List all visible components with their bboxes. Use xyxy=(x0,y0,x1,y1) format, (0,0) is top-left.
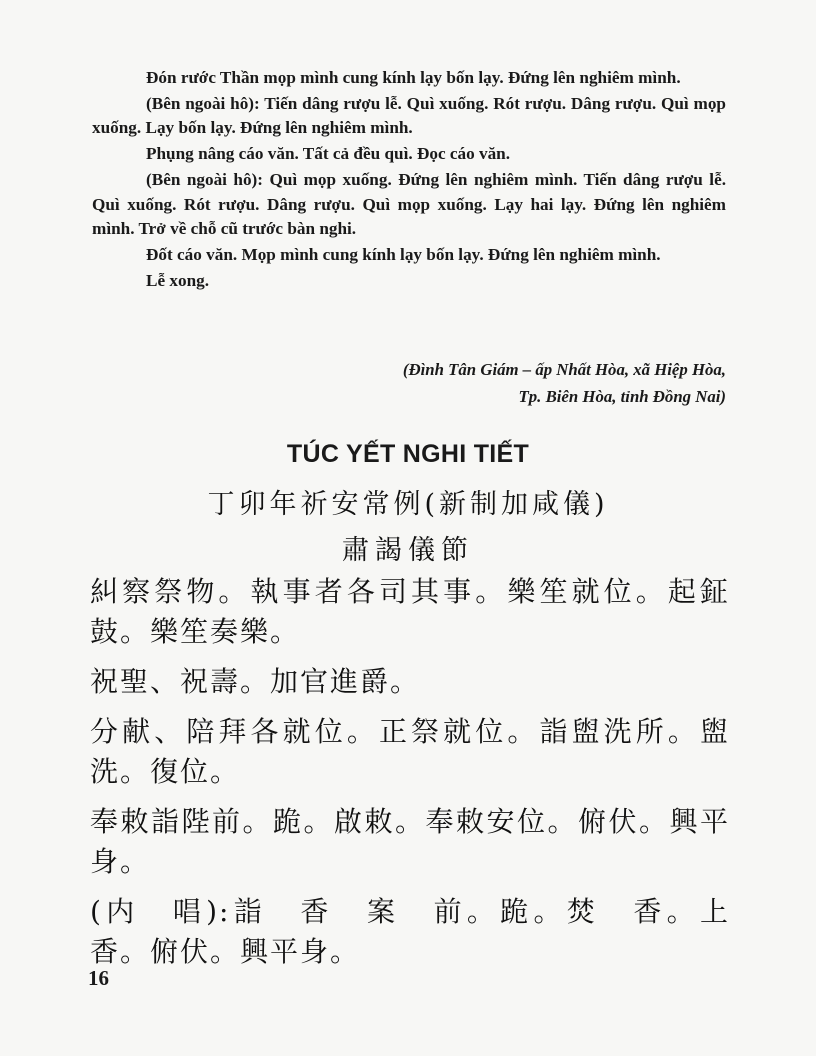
han-paragraph: 奉敕詣陛前。跪。啟敕。奉敕安位。俯伏。興平身。 xyxy=(90,805,730,878)
han-paragraph: (内 唱):詣 香 案 前。跪。焚 香。上 香。俯伏。興平身。 xyxy=(90,895,761,968)
section-heading: TÚC YẾT NGHI TIẾT xyxy=(286,440,530,468)
paragraph: Phụng nâng cáo văn. Tất cả đều quì. Đọc cáo văn. xyxy=(146,144,511,164)
han-paragraph: 分献、陪拜各就位。正祭就位。詣盥洗所。盥洗。復位。 xyxy=(90,715,730,788)
paragraph: Đón rước Thần mọp mình cung kính lạy bốn lạy. Đứng lên nghiêm mình. xyxy=(146,68,681,87)
paragraph: Lễ xong. xyxy=(146,270,210,290)
han-paragraph: 糾察祭物。執事者各司其事。樂笙就位。起鉦鼓。樂笙奏樂。 xyxy=(90,575,730,648)
han-title: 丁卯年祈安常例(新制加咸儀) xyxy=(207,489,609,520)
paragraph: (Bên ngoài hô): Quì mọp xuống. Đứng lên nghiêm mình. Tiến dâng rượu lễ. Quì xuống. Rót rượu. Dâng rượu. Quì mọp xuống. Lạy hai lạy. Đứng lên nghiêm mình. Trở về chỗ cũ trước bàn nghi. xyxy=(92,169,726,239)
han-paragraph: 祝聖、祝壽。加官進爵。 xyxy=(90,665,421,698)
source-citation xyxy=(403,356,726,410)
paragraph: Đốt cáo văn. Mọp mình cung kính lạy bốn lạy. Đứng lên nghiêm mình. xyxy=(146,244,661,264)
han-text-block xyxy=(90,572,761,982)
page-number: 16 xyxy=(88,966,109,990)
vietnamese-text-block xyxy=(92,66,726,294)
source-line-1: (Đình Tân Giám – ấp Nhất Hòa, xã Hiệp Hòa, xyxy=(402,360,726,379)
han-subtitle: 肅謁儀節 xyxy=(342,535,474,566)
source-line-2: Tp. Biên Hòa, tỉnh Đồng Nai) xyxy=(518,387,726,406)
paragraph: (Bên ngoài hô): Tiến dâng rượu lễ. Quì xuống. Rót rượu. Dâng rượu. Quì mọp xuống. Lạy bốn lạy. Đứng lên nghiêm mình. xyxy=(92,93,726,138)
